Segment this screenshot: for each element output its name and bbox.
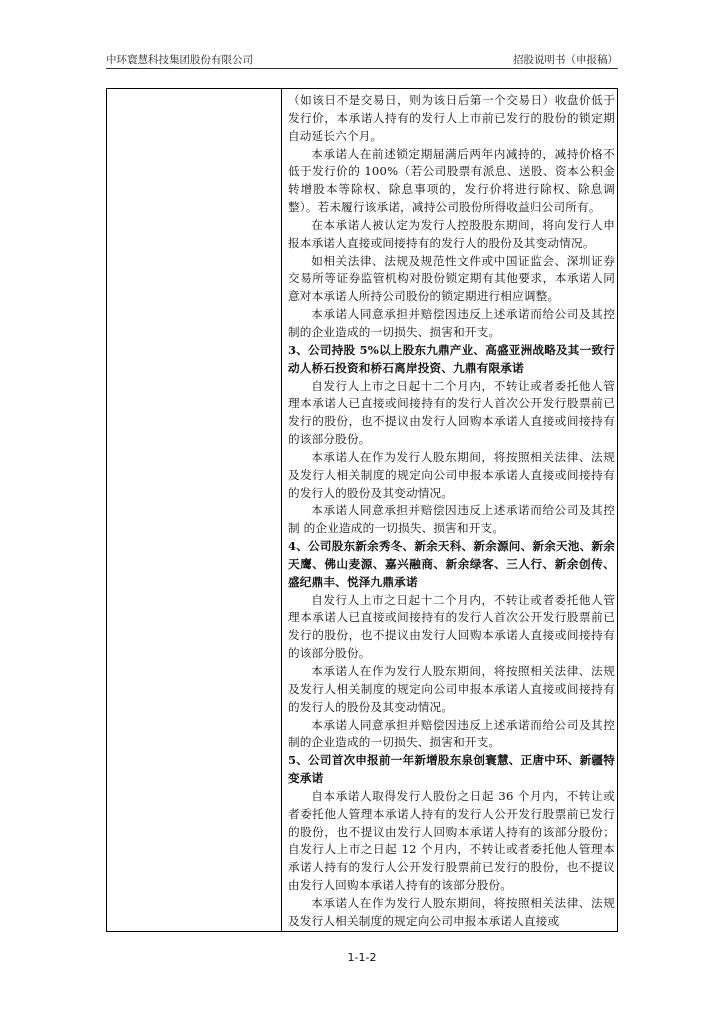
page-number: 1-1-2: [347, 951, 377, 964]
paragraph: 自发行人上市之日起十二个月内，不转让或者委托他人管理本承诺人已直接或间接持有的发行人首次公开发行股票前已发行的股份，也不提议由发行人回购本承诺人直接或间接持有的该部分股份。: [288, 378, 615, 447]
paragraph: 自发行人上市之日起十二个月内，不转让或者委托他人管理本承诺人已直接或间接持有的发行人首次公开发行股票前已发行的股份，也不提议由发行人回购本承诺人直接或间接持有的该部分股份。: [288, 592, 615, 661]
paragraph: 本承诺人在作为发行人股东期间，将按照相关法律、法规及发行人相关制度的规定向公司申报本承诺人直接或: [288, 895, 615, 928]
section-heading: 4、公司股东新余秀冬、新余天科、新余源问、新余天池、新余天鹰、佛山麦源、嘉兴融商、新余绿客、三人行、新余创传、盛纪鼎丰、悦泽九鼎承诺: [288, 539, 615, 589]
section-heading: 3、公司持股 5%以上股东九鼎产业、高盛亚洲战略及其一致行动人桥石投资和桥石离岸投资、九鼎有限承诺: [288, 342, 615, 375]
paragraph: （如该日不是交易日，则为该日后第一个交易日）收盘价低于发行价，本承诺人持有的发行人上市前已发行的股份的锁定期自动延长六个月。: [288, 93, 615, 143]
paragraph: 如相关法律、法规及规范性文件或中国证监会、深圳证券交易所等证券监管机构对股份锁定期有其他要求，本承诺人同意对本承诺人所持公司股份的锁定期进行相应调整。: [288, 253, 615, 304]
section-heading: 5、公司首次申报前一年新增股东泉创寰慧、正唐中环、新疆特变承诺: [288, 753, 615, 786]
commitment-text-cell: [288, 92, 615, 931]
table-column-divider: [281, 89, 282, 931]
paragraph: 本承诺人在作为发行人股东期间，将按照相关法律、法规及发行人相关制度的规定向公司申报本承诺人直接或间接持有的发行人的股份及其变动情况。: [288, 664, 615, 714]
paragraph: 本承诺人同意承担并赔偿因违反上述承诺而给公司及其控制的企业造成的一切损失、损害和开支。: [288, 717, 615, 750]
paragraph: 本承诺人同意承担并赔偿因违反上述承诺而给公司及其控制 的企业造成的一切损失、损害和开支。: [288, 503, 615, 536]
header-document-type: 招股说明书（申报稿）: [513, 54, 618, 66]
paragraph: 本承诺人在前述锁定期届满后两年内减持的，减持价格不低于发行价的 100%（若公司股票有派息、送股、资本公积金转增股本等除权、除息事项的，发行价将进行除权、除息调整）。若未履行该承诺，减持公司股份所得收益归公司所有。: [288, 146, 615, 215]
header-company-name: 中环寰慧科技集团股份有限公司: [106, 54, 253, 66]
paragraph: 在本承诺人被认定为发行人控股股东期间，将向发行人申报本承诺人直接或间接持有的发行人的股份及其变动情况。: [288, 217, 615, 250]
paragraph: 自本承诺人取得发行人股份之日起 36 个月内，不转让或者委托他人管理本承诺人持有的发行人公开发行股票前已发行的股份，也不提议由发行人回购本承诺人持有的该部分股份；自发行人上市之日起 12 个月内，不转让或者委托他人管理本承诺人持有的发行人公开发行股票前已发行的股份，也不提议由发行人回购本承诺人持有的该部分股份。: [288, 788, 615, 893]
paragraph: 本承诺人在作为发行人股东期间，将按照相关法律、法规及发行人相关制度的规定向公司申报本承诺人直接或间接持有的发行人的股份及其变动情况。: [288, 449, 615, 500]
paragraph: 本承诺人同意承担并赔偿因违反上述承诺而给公司及其控制的企业造成的一切损失、损害和开支。: [288, 307, 615, 339]
page-header: [106, 52, 618, 66]
header-divider: [106, 68, 618, 69]
commitment-table: [106, 88, 618, 932]
